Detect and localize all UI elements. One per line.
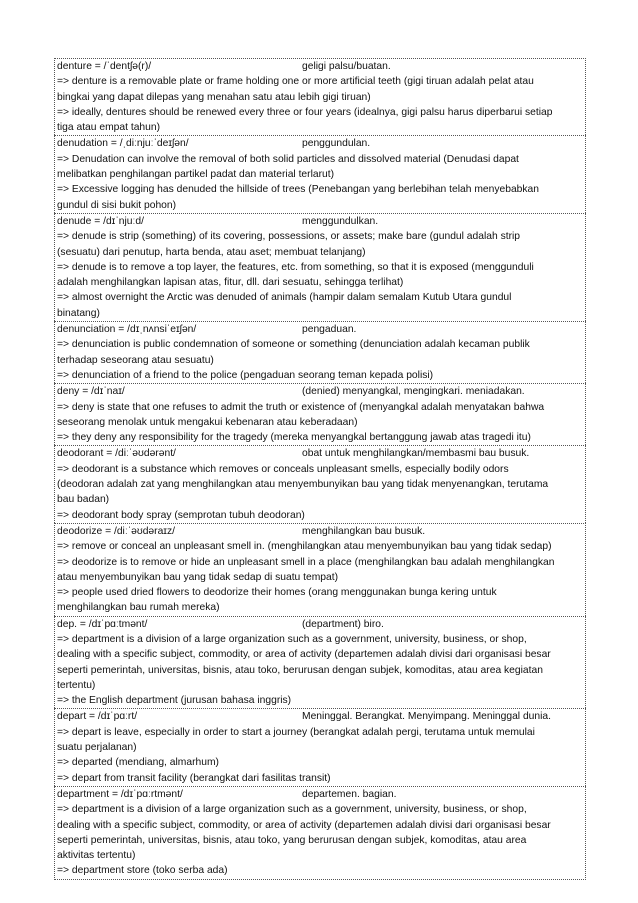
entry-text-line: tiga atau empat tahun) bbox=[57, 122, 161, 134]
entry-gloss: pengaduan. bbox=[302, 324, 357, 336]
entry-text-line: seperti pemerintah, universitas, bisnis, atau toko, berurusan dengan subjek, komoditas, atau area kegiatan bbox=[57, 664, 543, 676]
entry-text-line: => deodorant body spray (semprotan tubuh deodoran) bbox=[57, 509, 305, 521]
entry-gloss: obat untuk menghilangkan/membasmi bau busuk. bbox=[302, 448, 530, 460]
entry-text-line: seseorang menolak untuk mengakui kebenaran atau keberadaan) bbox=[57, 416, 358, 428]
entry-text-line: suatu perjalanan) bbox=[57, 742, 137, 754]
dictionary-entry bbox=[54, 135, 586, 212]
entry-heading bbox=[57, 384, 583, 399]
entry-heading bbox=[57, 446, 583, 461]
entry-term: denudation = /ˌdiːnjuːˈdeɪʃən/ bbox=[57, 138, 189, 150]
entry-text-line: => denture is a removable plate or frame holding one or more artificial teeth (gigi tiruan adalah pelat atau bbox=[57, 76, 534, 88]
entry-text-line: => Excessive logging has denuded the hillside of trees (Penebangan yang berlebihan telah menyebabkan bbox=[57, 184, 540, 196]
dictionary-entry bbox=[54, 786, 586, 880]
entry-gloss: penggundulan. bbox=[302, 138, 371, 150]
entry-text-line: => remove or conceal an unpleasant smell in. (menghilangkan atau menyembunyikan bau yang tidak sedap) bbox=[57, 541, 552, 553]
entry-term: depart = /dɪˈpɑːrt/ bbox=[57, 711, 138, 723]
entry-text-line: => department store (toko serba ada) bbox=[57, 865, 228, 877]
entry-text-line: bingkai yang dapat dilepas yang menahan satu atau lebih gigi tiruan) bbox=[57, 91, 371, 103]
entry-text-line: aktivitas tertentu) bbox=[57, 850, 136, 862]
entry-text-line: => department is a division of a large organization such as a government, university, business, or shop, bbox=[57, 804, 527, 816]
entry-text-line: => denude is strip (something) of its covering, possessions, or assets; make bare (gundul adalah strip bbox=[57, 231, 521, 243]
dictionary-entry bbox=[54, 523, 586, 616]
entry-term: deodorant = /diːˈəʊdərənt/ bbox=[57, 448, 176, 460]
entry-heading bbox=[57, 136, 583, 151]
dictionary-entry bbox=[54, 58, 586, 135]
entry-term: denture = /ˈdentʃə(r)/ bbox=[57, 61, 152, 72]
entry-text-line: (sesuatu) dari penutup, harta benda, atau aset; membuat telanjang) bbox=[57, 246, 366, 258]
entry-text-line: gundul di sisi bukit pohon) bbox=[57, 199, 177, 211]
entry-term: denude = /dɪˈnjuːd/ bbox=[57, 215, 144, 227]
entry-text-line: => departed (mendiang, almarhum) bbox=[57, 757, 219, 769]
entry-heading bbox=[57, 617, 583, 632]
entry-text-line: melibatkan penghilangan partikel padat dan material terlarut) bbox=[57, 169, 335, 181]
entry-text-line: => almost overnight the Arctic was denuded of animals (hampir dalam semalam Kutub Utara gundul bbox=[57, 292, 512, 304]
entry-text-line: => denunciation is public condemnation of someone or something (denunciation adalah kecaman publik bbox=[57, 339, 530, 351]
entry-text-line: => denude is to remove a top layer, the features, etc. from something, so that it is exposed (menggunduli bbox=[57, 261, 534, 273]
entry-text-line: => depart from transit facility (berangkat dari fasilitas transit) bbox=[57, 772, 331, 784]
entry-heading bbox=[57, 709, 583, 724]
entry-text-line: => department is a division of a large organization such as a government, university, business, or shop, bbox=[57, 633, 527, 645]
entry-text-line: => deodorant is a substance which removes or conceals unpleasant smells, especially bodily odors bbox=[57, 463, 509, 475]
entry-text-line: => denunciation of a friend to the police (pengaduan seorang teman kepada polisi) bbox=[57, 369, 434, 381]
entry-heading bbox=[57, 787, 583, 802]
entry-text-line: menghilangkan bau rumah mereka) bbox=[57, 602, 220, 614]
entry-term: deodorize = /diːˈəʊdəraɪz/ bbox=[57, 525, 175, 537]
dictionary-document bbox=[54, 58, 586, 880]
entry-gloss: menggundulkan. bbox=[302, 215, 379, 227]
entry-text-line: terhadap seseorang atau sesuatu) bbox=[57, 354, 214, 366]
entry-heading bbox=[57, 524, 583, 539]
entry-heading bbox=[57, 322, 583, 337]
entry-text-line: dealing with a specific subject, commodity, or area of activity (departemen adalah divisi dari organisasi besar bbox=[57, 819, 551, 831]
entry-text-line: dealing with a specific subject, commodity, or area of activity (departemen adalah divisi dari organisasi besar bbox=[57, 649, 551, 661]
entry-text-line: => they deny any responsibility for the tragedy (mereka menyangkal bertanggung jawab atas tragedi itu) bbox=[57, 432, 531, 444]
dictionary-entry bbox=[54, 213, 586, 321]
dictionary-entry bbox=[54, 445, 586, 522]
entry-text-line: => depart is leave, especially in order to start a journey (berangkat adalah pergi, terutama untuk memulai bbox=[57, 726, 535, 738]
entry-text-line: (deodoran adalah zat yang menghilangkan atau menyembunyikan bau yang tidak menyenangkan, terutama bbox=[57, 479, 549, 491]
entry-gloss: (denied) menyangkal, mengingkari. meniadakan. bbox=[302, 386, 525, 398]
entry-gloss: departemen. bagian. bbox=[302, 788, 397, 800]
entry-term: dep. = /dɪˈpɑːtmənt/ bbox=[57, 618, 148, 630]
entry-text-line: => deny is state that one refuses to admit the truth or existence of (menyangkal adalah menyatakan bahwa bbox=[57, 401, 545, 413]
entry-text-line: => ideally, dentures should be renewed every three or four years (idealnya, gigi palsu harus diperbarui setiap bbox=[57, 106, 553, 118]
entry-text-line: atau menyembunyikan bau yang tidak sedap di suatu tempat) bbox=[57, 571, 339, 583]
entry-gloss: Meninggal. Berangkat. Menyimpang. Meninggal dunia. bbox=[302, 711, 551, 723]
entry-text-line: => Denudation can involve the removal of both solid particles and dissolved material (Denudasi dapat bbox=[57, 153, 519, 165]
entry-text-line: tertentu) bbox=[57, 679, 96, 691]
dictionary-entry bbox=[54, 616, 586, 709]
entry-gloss: (department) biro. bbox=[302, 618, 384, 630]
entry-heading bbox=[57, 59, 583, 74]
entry-gloss: geligi palsu/buatan. bbox=[302, 61, 391, 72]
entry-term: denunciation = /dɪˌnʌnsiˈeɪʃən/ bbox=[57, 324, 197, 336]
entry-text-line: adalah menghilangkan lapisan atas, fitur, dll. dari sesuatu, sehingga terlihat) bbox=[57, 277, 404, 289]
entry-text-line: bau badan) bbox=[57, 494, 110, 506]
entry-text-line: => deodorize is to remove or hide an unpleasant smell in a place (menghilangkan bau adalah menghilangkan bbox=[57, 556, 555, 568]
dictionary-entry bbox=[54, 708, 586, 785]
entry-text-line: => the English department (jurusan bahasa inggris) bbox=[57, 695, 292, 707]
entry-text-line: seperti pemerintah, universitas, bisnis, atau toko, yang berurusan dengan subjek, komoditas, atau area bbox=[57, 834, 527, 846]
entry-heading bbox=[57, 214, 583, 229]
entry-text-line: binatang) bbox=[57, 307, 100, 319]
dictionary-entry bbox=[54, 383, 586, 445]
entry-term: department = /dɪˈpɑːrtmənt/ bbox=[57, 788, 183, 800]
dictionary-entry bbox=[54, 321, 586, 383]
entry-text-line: => people used dried flowers to deodorize their homes (orang menggunakan bunga kering untuk bbox=[57, 587, 497, 599]
entry-term: deny = /dɪˈnaɪ/ bbox=[57, 386, 125, 398]
entry-gloss: menghilangkan bau busuk. bbox=[302, 525, 426, 537]
